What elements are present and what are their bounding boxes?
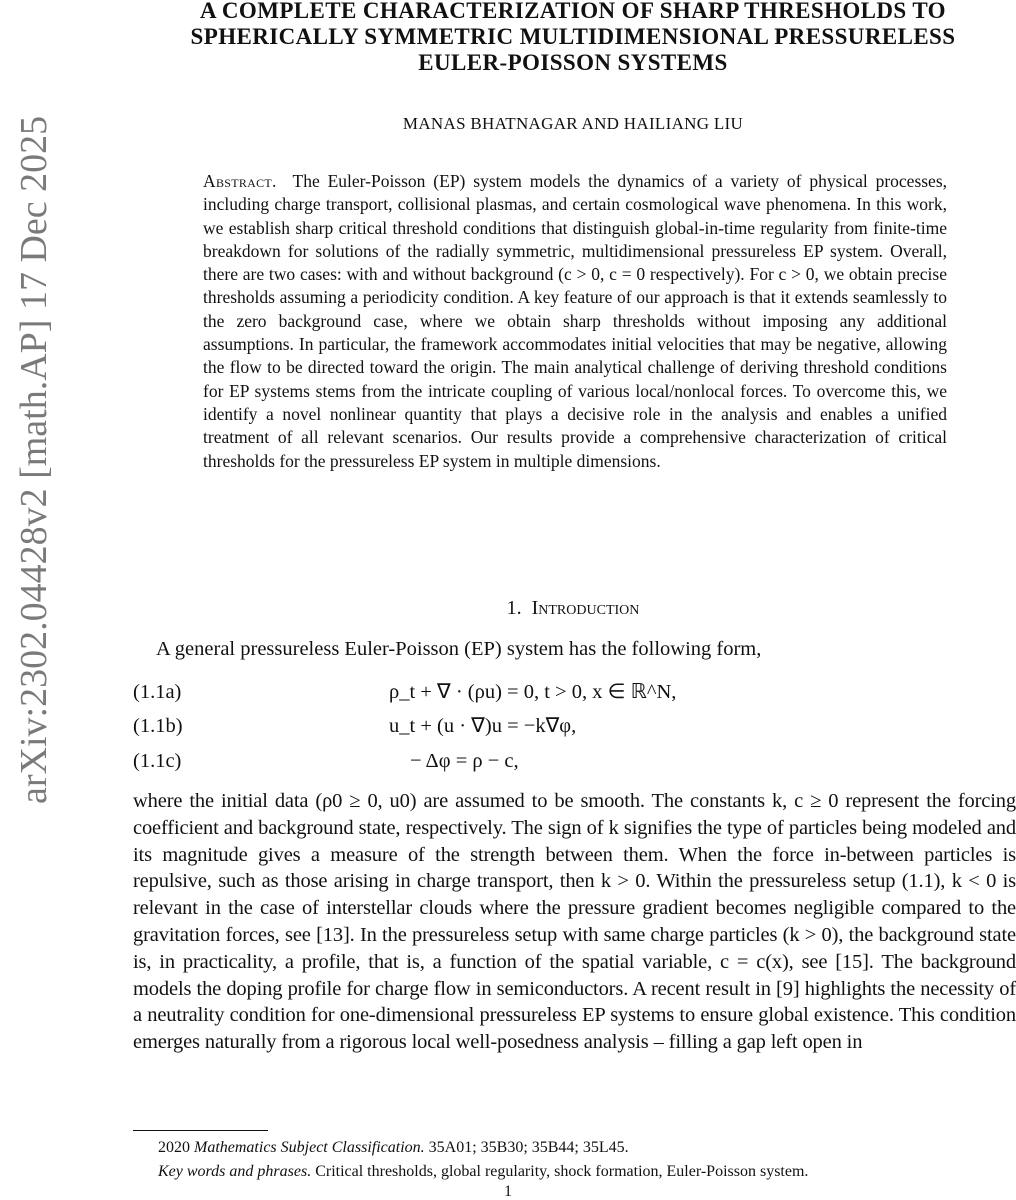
title-line-3: EULER-POISSON SYSTEMS [418,50,728,75]
msc-codes: 35A01; 35B30; 35B44; 35L45. [428,1139,629,1156]
footnote-msc [158,1138,629,1158]
section-title: Introduction [531,597,640,619]
authors: MANAS BHATNAGAR AND HAILIANG LIU [402,114,744,133]
abstract [203,170,947,473]
arxiv-identifier: arXiv:2302.04428v2 [math.AP] 17 Dec 2025 [13,115,55,804]
equation-body: − Δφ = ρ − c, [410,750,519,772]
abstract-text: The Euler-Poisson (EP) system models the dynamics of a variety of physical processes, including charge transport, collisional plasmas, and certain cosmological wave phenomena. In this work, we establish sharp critical threshold conditions that distinguish global-in-time regularity from finite-time breakdown for solutions of the radially symmetric, multidimensional pressureless EP system. Overall, there are two cases: with and without background (c > 0, c = 0 respectively). For c > 0, we obtain precise thresholds assuming a periodicity condition. A key feature of our approach is that it extends seamlessly to the zero background case, where we obtain sharp thresholds without imposing any additional assumptions. In particular, the framework accommodates initial velocities that may be negative, allowing the flow to be directed toward the origin. The main analytical challenge of deriving threshold conditions for EP systems stems from the intricate coupling of various local/nonlocal forces. To overcome this, we identify a novel nonlinear quantity that plays a decisive role in the analysis and enables a unified treatment of all relevant scenarios. Our results provide a comprehensive characterization of critical thresholds for the pressureless EP system in multiple dimensions. [203,171,948,471]
body-paragraph: where the initial data (ρ0 ≥ 0, u0) are assumed to be smooth. The constants k, c ≥ 0 represent the forcing coefficient and background state, respectively. The sign of k signifies the type of particles being modeled and its magnitude gives a measure of the strength between them. When the force in-between particles is repulsive, such as those arising in charge transport, then k > 0. Within the pressureless setup (1.1), k < 0 is relevant in the case of interstellar clouds where the pressure gradient becomes negligible compared to the gravitation forces, see [13]. In the pressureless setup with same charge particles (k > 0), the background state is, in practicality, a profile, that is, a function of the spatial variable, c = c(x), see [15]. The background models the doping profile for charge flow in semiconductors. A recent result in [9] highlights the necessity of a neutrality condition for one-dimensional pressureless EP systems to ensure global existence. This condition emerges naturally from a rigorous local well-posedness analysis – filling a gap left open in [133,790,1016,1054]
intro-sentence: A general pressureless Euler-Poisson (EP) system has the following form, [156,638,762,660]
keywords-label: Key words and phrases. [158,1163,312,1180]
title-line-2: SPHERICALLY SYMMETRIC MULTIDIMENSIONAL PRESSURELESS [190,24,956,49]
keywords-text: Critical thresholds, global regularity, shock formation, Euler-Poisson system. [315,1163,809,1180]
msc-label: Mathematics Subject Classification. [194,1139,425,1156]
footnote-divider [133,1130,268,1131]
equation-row [0,677,1016,707]
equation-body: ρ_t + ∇ · (ρu) = 0, t > 0, x ∈ ℝ^N, [389,681,677,703]
section-number: 1. [506,597,522,619]
title-line-1: A COMPLETE CHARACTERIZATION OF SHARP THRESHOLDS TO [200,0,946,23]
page-number: 1 [504,1183,512,1200]
msc-year: 2020 [158,1139,190,1156]
equation-label: (1.1c) [133,750,182,772]
section-heading [130,597,1016,620]
equation-row [0,746,1016,776]
paper-title [130,0,1016,76]
equation-label: (1.1a) [133,681,182,703]
equation-label: (1.1b) [133,715,183,737]
footnote-keywords [158,1162,808,1182]
equation-body: u_t + (u · ∇)u = −k∇φ, [389,715,577,737]
abstract-label: Abstract. [203,171,277,191]
equation-row [0,711,1016,741]
